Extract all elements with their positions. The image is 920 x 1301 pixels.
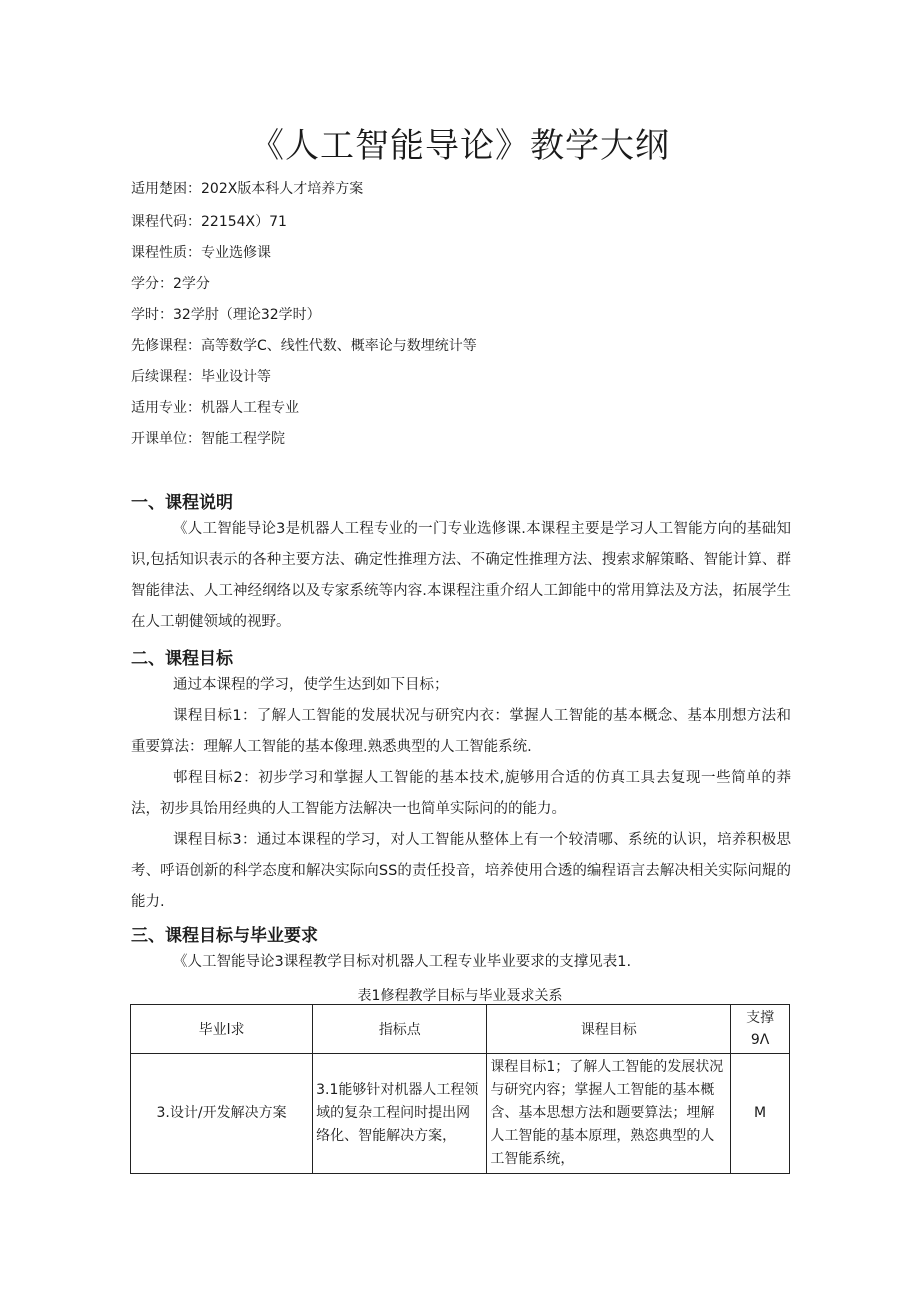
meta-value: 机器人工程专业: [201, 400, 299, 416]
meta-label: 后续课程：: [131, 369, 201, 385]
header-support: [731, 1005, 790, 1054]
section-3-paragraph: 《人工智能导论3课程教学目标对机器人工程专业毕业要求的支撑见表1.: [173, 954, 632, 970]
meta-department: [131, 428, 285, 448]
meta-course-code: [131, 211, 287, 231]
meta-label: 学时：: [131, 307, 173, 323]
meta-value: 毕业设计等: [201, 369, 271, 385]
meta-course-nature: [131, 242, 271, 262]
meta-hours: [131, 304, 321, 324]
section-2-intro: 通过本课程的学习，使学生达到如下目标；: [173, 677, 449, 693]
meta-credits: [131, 273, 210, 293]
section-2-goal-2: 邨程目标2：初步学习和掌握人工智能的基本技术,旎够用合适的仿真工具去复现一些简单的莽法，初步具饴用经典的人工智能方法解决一也简单实际问的的能力。: [131, 770, 791, 817]
section-2-goal-1: 课程目标1：了解人工智能的发展状况与研究内衣：掌握人工智能的基本概念、基本刖想方法和重要算法：理解人工智能的基本像理.熟悉典型的人工智能系统.: [131, 708, 791, 755]
section-1-paragraph: 《人工智能导论3是机器人工程专业的一门专业选修课.本课程主要是学习人工智能方向的基础知识,包括知识表示的各种主要方法、确定性推理方法、不确定性推理方法、搜索求解策略、智能计算、群智能律法、人工神经纲络以及专家系统等内容.本课程注重介绍人工卸能中的常用算法及方法，拓展学生在人工朝健领域的视野。: [131, 521, 791, 630]
meta-label: 适用专业：: [131, 400, 201, 416]
cell-support: [731, 1054, 790, 1174]
table-caption: 表1修程教学目标与毕业聂求关系: [357, 988, 563, 1004]
meta-value: 2学分: [173, 276, 210, 292]
meta-value: 32学肘（理论32学时）: [173, 307, 321, 323]
meta-major: [131, 397, 299, 417]
cell-requirement: [131, 1054, 313, 1174]
meta-value: 202X版本科人才培养方案: [201, 181, 364, 197]
cell-course-goal-text: 课程目标1；了解人工智能的发展状况与研究内容；掌握人工智能的基本概含、基本思想方法和题要算法；埋解人工智能的基本原理，熟恣典型的人工智能系统，: [490, 1059, 724, 1167]
meta-label: 课程代码：: [131, 214, 201, 230]
header-indicator: 指标点: [313, 1005, 487, 1054]
document-title: 《人工智能导论》教学大纲: [250, 126, 670, 166]
meta-value: 高等数学C、线性代数、概率论与数埋统计等: [201, 338, 477, 354]
meta-label: 先修课程：: [131, 338, 201, 354]
meta-prerequisites: [131, 335, 477, 355]
section-heading-3: 三、课程目标与毕业要求: [131, 926, 318, 946]
header-support-line-1: 支撑: [746, 1010, 775, 1026]
meta-follow-up: [131, 366, 271, 386]
cell-course-goal: [487, 1054, 731, 1174]
cell-indicator: [313, 1054, 487, 1174]
meta-applicable-plan: [131, 178, 363, 198]
meta-value: 智能工程学院: [201, 431, 285, 447]
section-2-goal-3: 课程目标3：通过本课程的学习，对人工智能从整体上有一个较清哪、系统的认识，培养积极思考、呼语创新的科学态度和解决实际向SS的责任投音，培养使用合透的编程语言去解决相关实际问尡的能力.: [131, 832, 791, 910]
header-support-line-2: 9Λ: [750, 1032, 770, 1048]
meta-label: 学分：: [131, 276, 173, 292]
requirements-table: [130, 1004, 790, 1174]
meta-label: 开课单位：: [131, 431, 201, 447]
table-header-row: [131, 1005, 790, 1054]
meta-label: 课程性质：: [131, 245, 201, 261]
cell-support-text: M: [754, 1105, 767, 1121]
header-graduation-requirement: 毕业l求: [131, 1005, 313, 1054]
meta-value: 22154X）71: [201, 214, 287, 230]
meta-value: 专业选修课: [201, 245, 271, 261]
section-heading-1: 一、课程说明: [131, 493, 233, 513]
cell-requirement-text: 3.设计/开发解决方案: [156, 1105, 287, 1121]
header-course-goal: 课程目标: [487, 1005, 731, 1054]
table-row: [131, 1054, 790, 1174]
cell-indicator-text: 3.1能够针对机器人工程领域的复杂工程问时提出网络化、智能解决方案，: [316, 1082, 479, 1144]
meta-label: 适用楚困：: [131, 181, 201, 197]
section-heading-2: 二、课程目标: [131, 649, 233, 669]
